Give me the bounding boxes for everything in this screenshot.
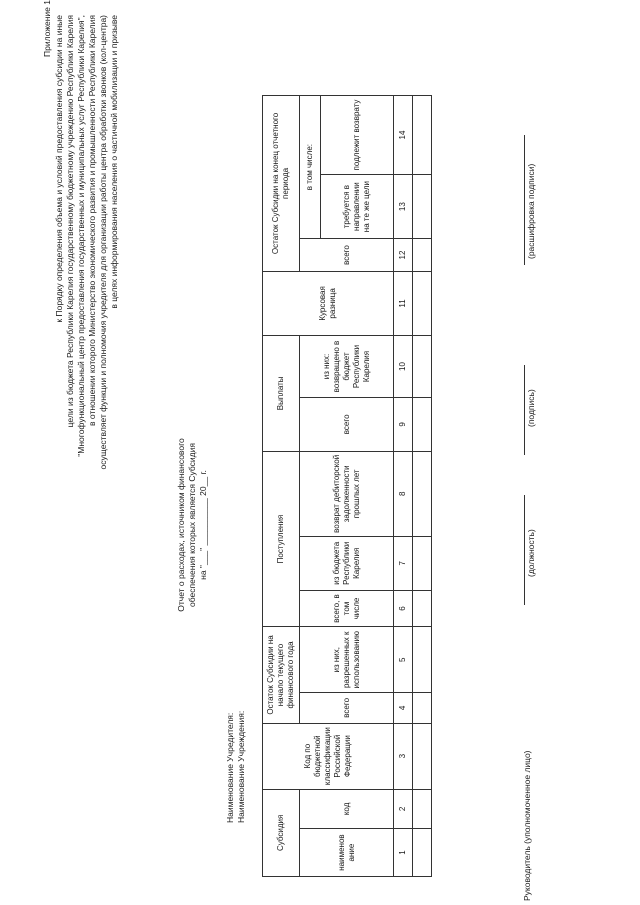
names-block [225,711,247,823]
hdr-subsidy: Субсидия [263,789,300,876]
hdr-payments: Выплаты [263,335,300,451]
hdr-debt-return: возврат дебиторской задолженности прошлых лет [300,451,394,536]
table-cell[interactable] [413,723,432,789]
position-line [524,495,525,605]
col-number: 11 [394,271,413,335]
hdr-start-total: всего [300,693,394,724]
hdr-payments-total: всего [300,398,394,452]
header-line: к Порядку определения объема и условий предоставления субсидии на иные [54,15,64,323]
title-line: обеспечения которых является Субсидия [187,443,197,607]
signature-line [524,365,525,455]
hdr-including: в том числе: [300,96,321,239]
founder-name-label: Наименование Учредителя: [225,712,235,823]
hdr-to-return: подлежит возврату [321,96,394,175]
col-number: 1 [394,829,413,877]
table-cell[interactable] [413,96,432,175]
col-number: 12 [394,239,413,272]
hdr-exchange-diff: Курсовая разница [263,271,394,335]
table-cell[interactable] [413,451,432,536]
col-number: 13 [394,175,413,239]
hdr-balance-start: Остаток Субсидии на начало текущего финансового года [263,627,300,723]
hdr-receipts-total: всего, в том числе [300,590,394,627]
col-number: 5 [394,627,413,693]
signature-caption: (подпись) [526,389,536,427]
report-table [262,95,432,877]
table-cell[interactable] [413,335,432,397]
hdr-end-total: всего [300,239,394,272]
hdr-returned: из них: возвращено в бюджет Республики Карелия [300,335,394,397]
header-line: "Многофункциональный центр предоставления государственных и муниципальных услуг Республики Карелия", [76,15,86,457]
title-line: на "___" __________ 20__ г. [198,470,208,580]
hdr-subsidy-name: наименов ание [300,829,394,877]
table-cell[interactable] [413,398,432,452]
head-label: Руководитель (уполномоченное лицо) [522,750,532,901]
col-number: 6 [394,590,413,627]
table-cell[interactable] [413,789,432,828]
header-line: осуществляет функции и полномочия учредителя для организации работы центра обработки звонков (кол-центра) [98,15,108,470]
hdr-receipts: Поступления [263,451,300,627]
hdr-from-budget: из бюджета Республики Карелия [300,536,394,590]
header-line: цели из бюджета Республики Карелия государственному бюджетному учреждению Республики Карелия [65,15,75,428]
table-cell[interactable] [413,271,432,335]
hdr-budget-code: Код по бюджетной классификации Российской Федерации [263,723,394,789]
col-number: 2 [394,789,413,828]
table-cell[interactable] [413,590,432,627]
report-title [176,435,209,615]
col-number-row [394,96,413,877]
header-line: в отношении которого Министерство экономического развития и промышленности Республики Карелия [87,15,97,426]
col-number: 10 [394,335,413,397]
table-cell[interactable] [413,536,432,590]
col-number: 9 [394,398,413,452]
col-number: 7 [394,536,413,590]
appendix-label: Приложение 1 [42,0,52,57]
header-line: в целях информирования населения о частичной мобилизации и призыве [109,15,119,309]
hdr-subsidy-code: код [300,789,394,828]
table-row [413,96,432,877]
col-number: 8 [394,451,413,536]
institution-name-label: Наименование Учреждения: [236,710,246,823]
table-cell[interactable] [413,627,432,693]
hdr-start-allowed: из них, разрешенных к использованию [300,627,394,693]
col-number: 14 [394,96,413,175]
decoding-line [524,135,525,265]
col-number: 4 [394,693,413,724]
decoding-caption: (расшифровка подписи) [526,163,536,259]
position-caption: (должность) [526,529,536,577]
col-number: 3 [394,723,413,789]
title-line: Отчет о расходах, источником финансового [176,438,186,612]
hdr-balance-end: Остаток Субсидии на конец отчетного периода [263,96,300,272]
table-cell[interactable] [413,693,432,724]
hdr-need-same: требуется в направлении на те же цели [321,175,394,239]
table-cell[interactable] [413,175,432,239]
table-cell[interactable] [413,829,432,877]
table-cell[interactable] [413,239,432,272]
header-text [54,15,120,675]
